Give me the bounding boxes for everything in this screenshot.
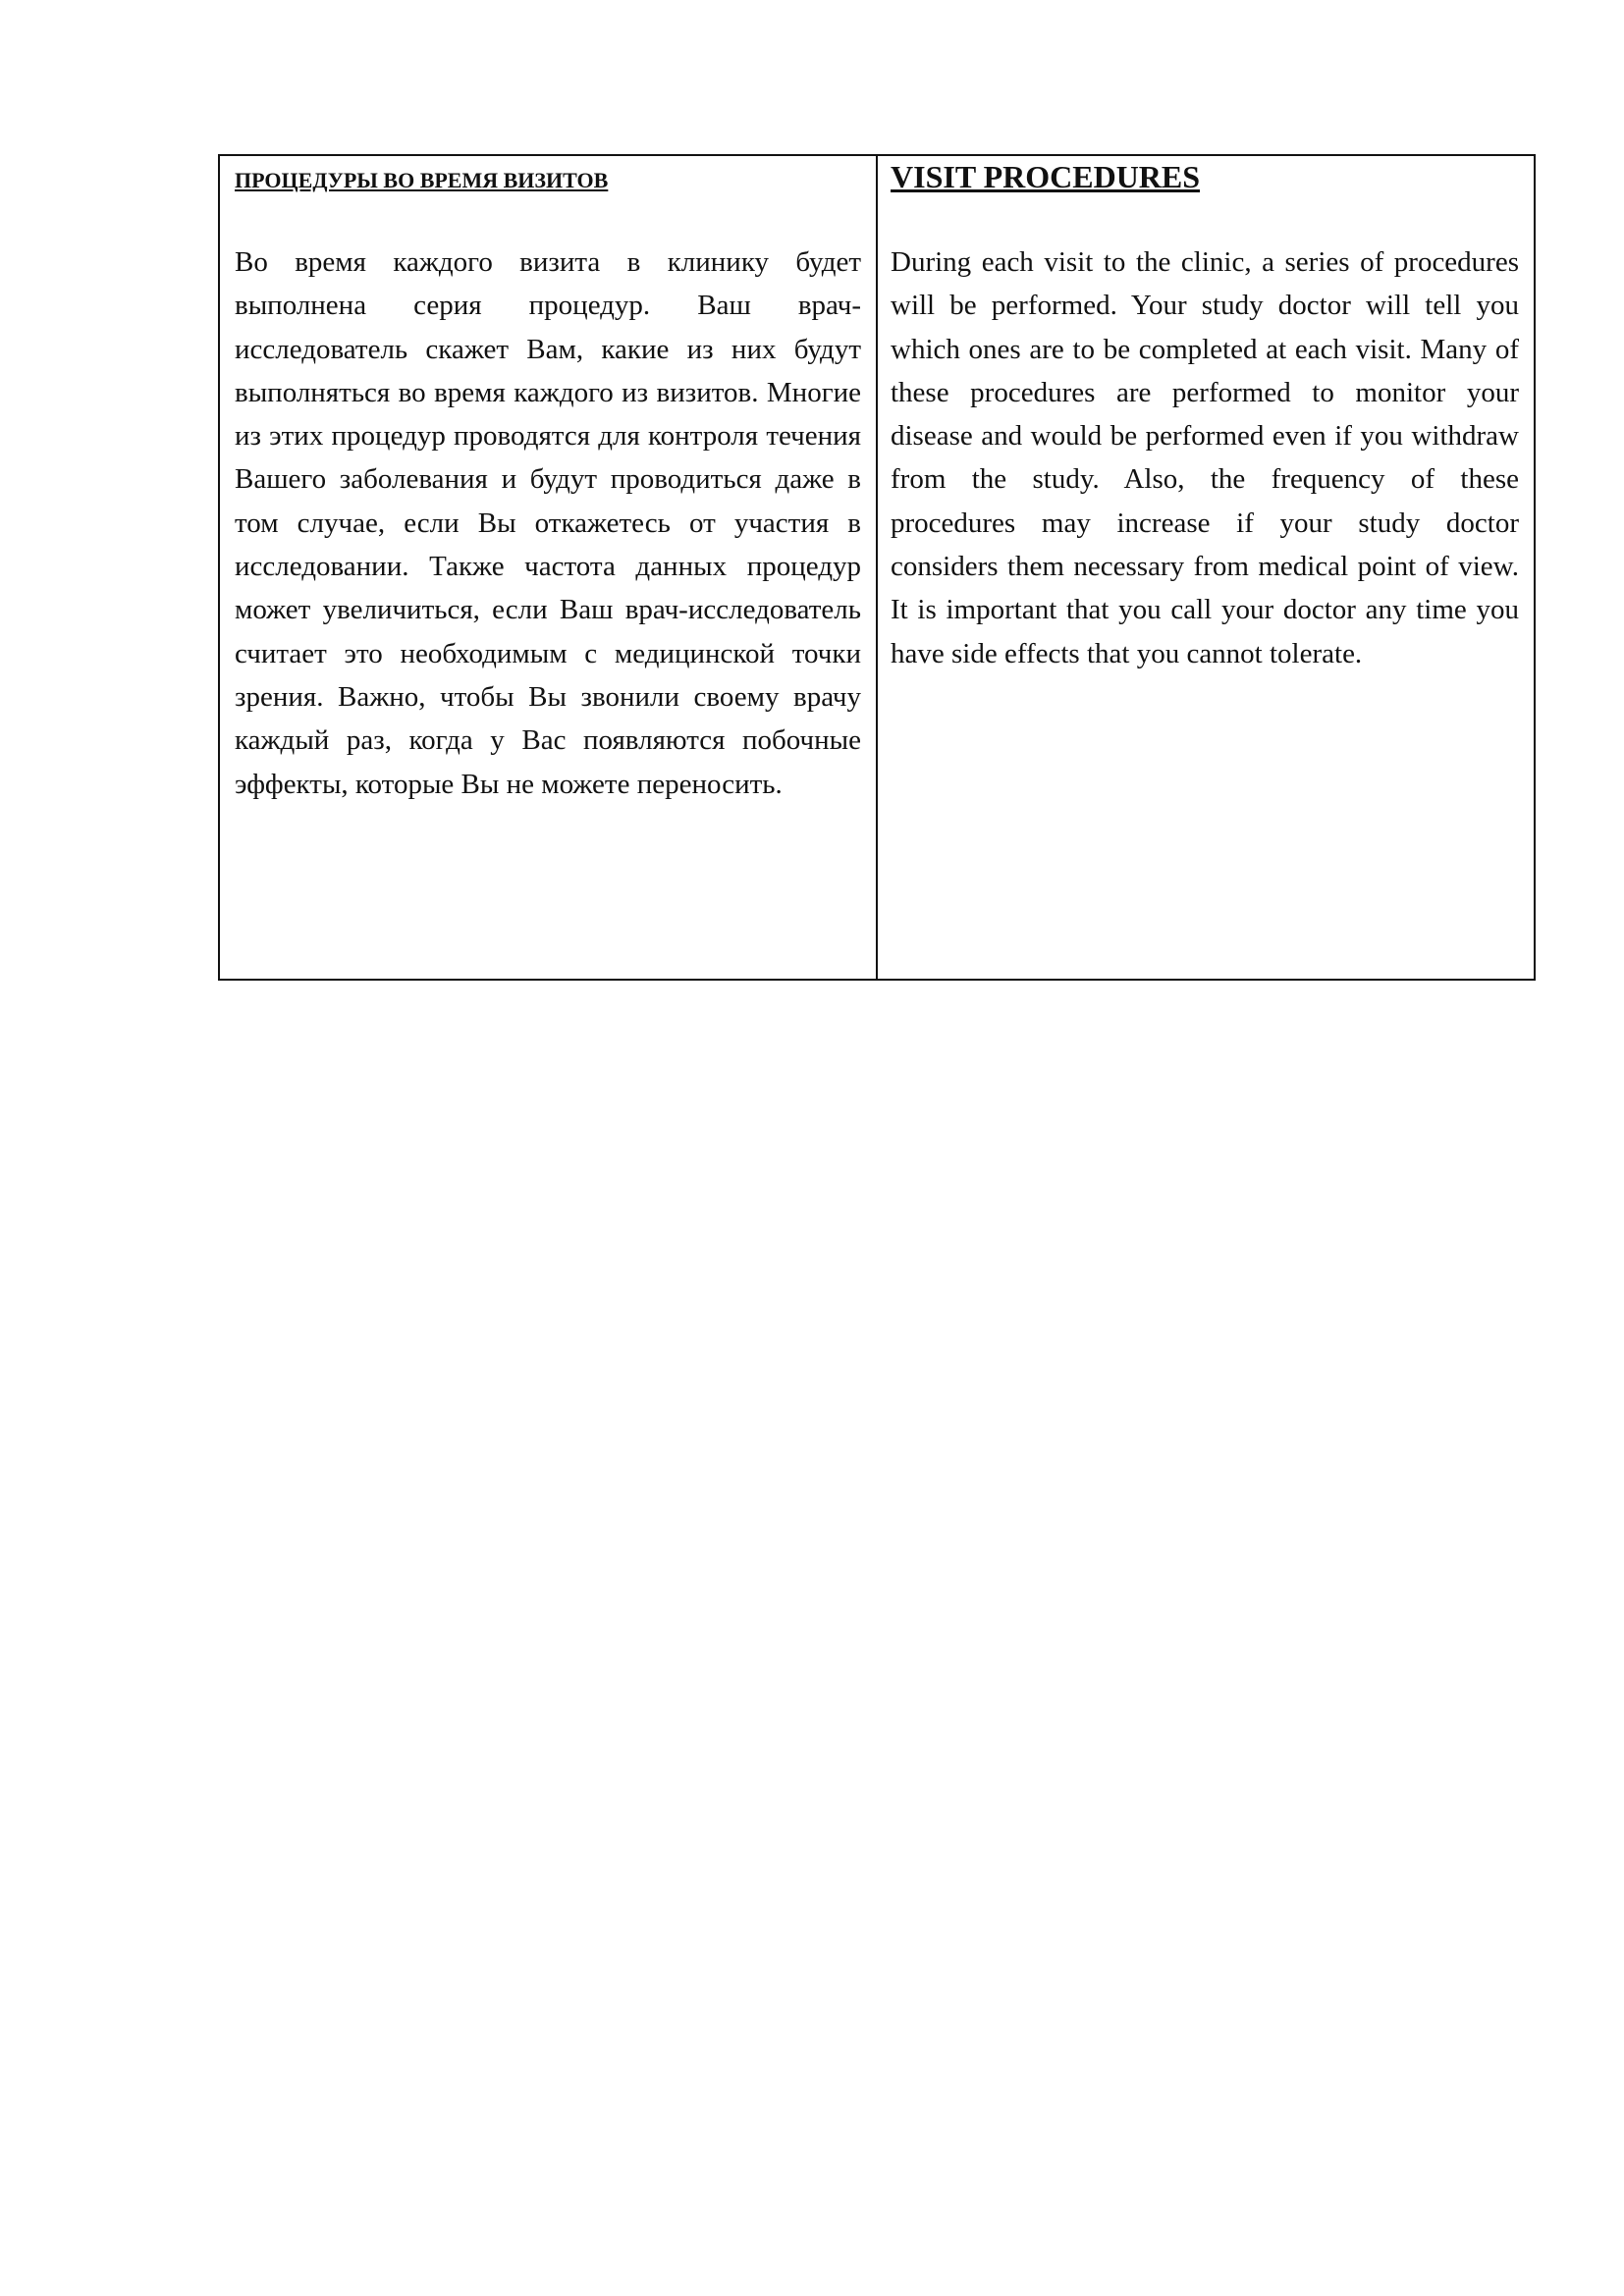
russian-heading: ПРОЦЕДУРЫ ВО ВРЕМЯ ВИЗИТОВ xyxy=(235,168,609,192)
russian-body-text: Во время каждого визита в клинику будет выполнена серия процедур. Ваш врач-исследователь скажет Вам, какие из них будут выполняться во время каждого из визитов. Многие из этих процедур проводятся для контроля течения Вашего заболевания и будут проводиться даже в том случае, если Вы откажетесь от участия в исследовании. Также частота данных процедур может увеличиться, если Ваш врач-исследователь считает это необходимым с медицинской точки зрения. Важно, чтобы Вы звонили своему врачу каждый раз, когда у Вас появляются побочные эффекты, которые Вы не можете переносить. xyxy=(235,246,861,800)
english-heading: VISIT PROCEDURES xyxy=(891,159,1201,194)
english-cell-content xyxy=(878,156,1534,675)
bilingual-table xyxy=(218,154,1536,981)
english-body-text: During each visit to the clinic, a series of procedures will be performed. Your study doctor will tell you which ones are to be completed at each visit. Many of these procedures are performed to monitor your disease and would be performed even if you withdraw from the study. Also, the frequency of these procedures may increase if your study doctor considers them necessary from medical point of view. It is important that you call your doctor any time you have side effects that you cannot tolerate. xyxy=(891,246,1519,669)
russian-cell xyxy=(219,155,877,980)
table-row xyxy=(219,155,1535,980)
russian-cell-content xyxy=(220,156,876,806)
english-cell xyxy=(877,155,1535,980)
